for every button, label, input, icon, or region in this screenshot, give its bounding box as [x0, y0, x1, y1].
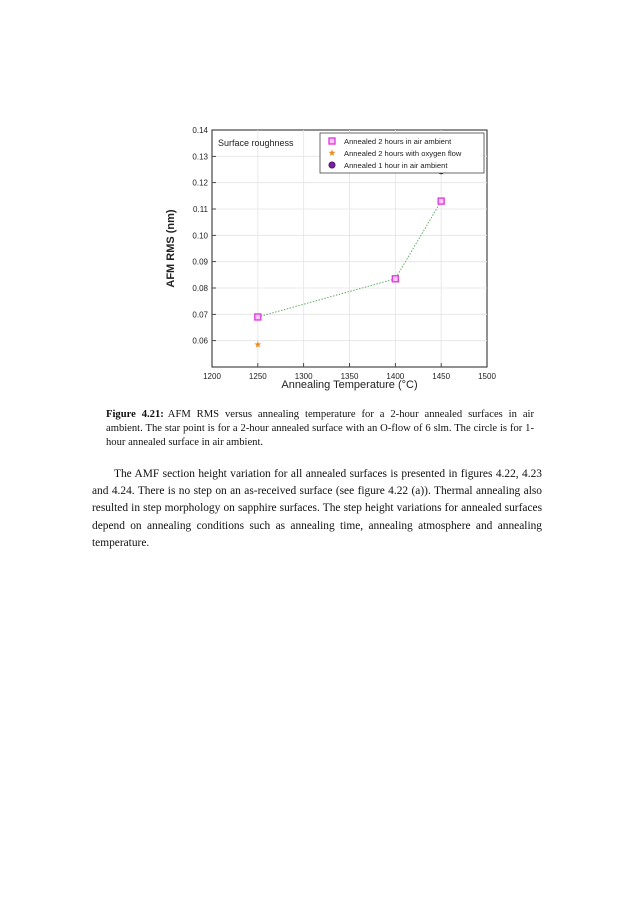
y-tick-label: 0.08	[192, 284, 208, 293]
caption-label: Figure 4.21:	[106, 409, 164, 420]
y-tick-label: 0.06	[192, 336, 208, 346]
x-tick-label: 1350	[340, 372, 359, 381]
figure-caption	[106, 408, 534, 450]
x-tick-label: 1300	[294, 372, 313, 381]
y-tick-label: 0.12	[192, 178, 208, 188]
x-axis-label: Annealing Temperature (°C)	[281, 379, 418, 391]
legend	[320, 133, 484, 173]
y-tick-label: 0.11	[193, 205, 208, 214]
data-point-series-1	[392, 276, 398, 282]
data-point-series-1	[438, 198, 444, 204]
x-tick-label: 1500	[478, 372, 496, 381]
x-tick-label: 1450	[432, 372, 451, 381]
data-point-series-1	[255, 314, 261, 320]
caption-text: AFM RMS versus annealing temperature for a 2-hour annealed surfaces in air ambient. The star point is for a 2-hour annealed surface with an O-flow of 6 slm. The circle is for 1-hour annealed surface in air ambient.	[106, 409, 534, 448]
legend-label-3: Annealed 1 hour in air ambient	[344, 161, 448, 170]
y-tick-label: 0.10	[192, 231, 208, 241]
afm-rms-chart	[160, 120, 505, 402]
x-tick-label: 1250	[248, 372, 267, 381]
y-axis-label: AFM RMS (nm)	[165, 209, 177, 288]
y-tick-label: 0.14	[192, 126, 208, 135]
y-tick-label: 0.13	[192, 152, 208, 162]
chart-annotation: Surface roughness	[218, 138, 294, 148]
y-tick-label: 0.09	[192, 257, 208, 267]
legend-marker-1	[329, 138, 335, 144]
legend-label-2: Annealed 2 hours with oxygen flow	[344, 149, 462, 158]
y-tick-label: 0.07	[192, 310, 208, 320]
x-tick-label: 1200	[203, 372, 221, 381]
chart-svg	[160, 120, 505, 402]
legend-marker-3	[329, 162, 335, 168]
legend-label-1: Annealed 2 hours in air ambient	[344, 137, 452, 146]
body-paragraph: The AMF section height variation for all annealed surfaces is presented in figures 4.22, 4.23 and 4.24. There is no step on an as-received surface (see figure 4.22 (a)). Thermal annealing also resulted in step morphology on sapphire surfaces. The step height variations for annealed surfaces depend on annealing conditions such as annealing time, annealing atmosphere and annealing temperature.	[92, 468, 542, 549]
x-tick-label: 1400	[386, 372, 405, 381]
